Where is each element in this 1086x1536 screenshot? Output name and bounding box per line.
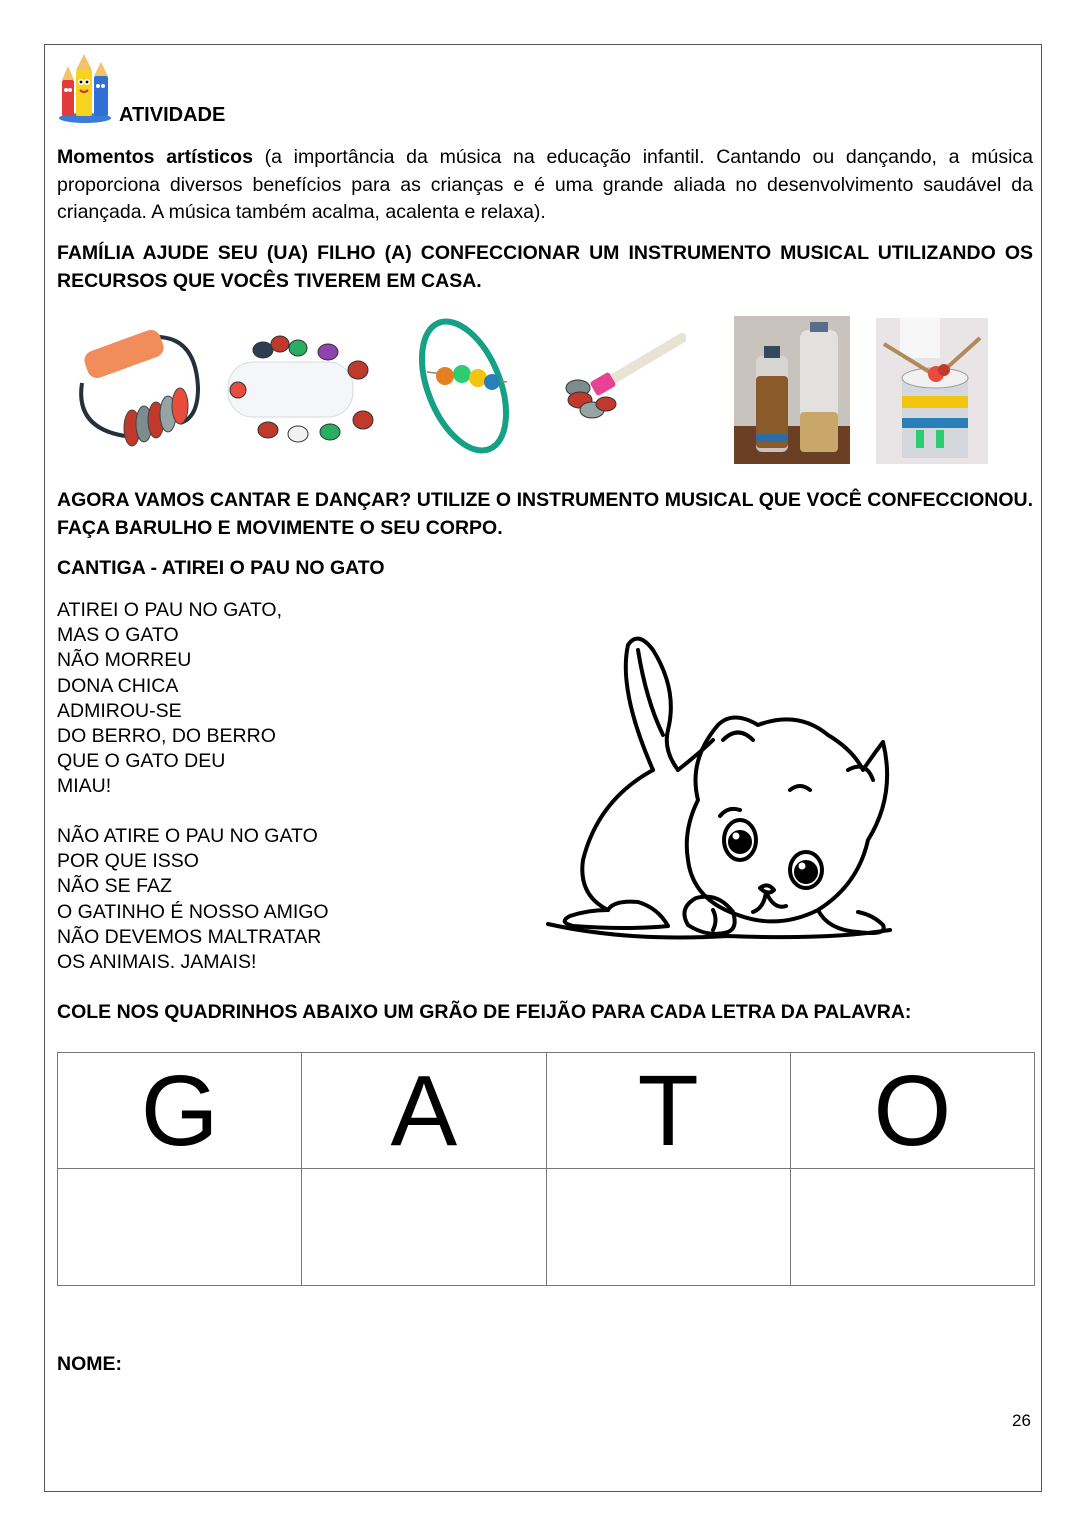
bean-box xyxy=(546,1169,790,1286)
lyric-line: ADMIROU-SE xyxy=(57,699,182,722)
lyric-line: ATIREI O PAU NO GATO, xyxy=(57,599,283,621)
bean-boxes-row xyxy=(58,1169,1035,1286)
letter-cell: A xyxy=(302,1053,546,1169)
lyric-line: NÃO ATIRE O PAU NO GATO xyxy=(57,825,318,847)
page-number: 26 xyxy=(1012,1411,1031,1430)
lyric-line: NÃO SE FAZ xyxy=(57,875,172,898)
lyric-line: QUE O GATO DEU xyxy=(57,750,226,773)
letters-row xyxy=(58,1053,1035,1169)
lyric-line: NÃO MORREU xyxy=(57,649,192,672)
lyric-line: OS ANIMAIS. JAMAIS! xyxy=(57,951,257,974)
lyric-line: MAS O GATO xyxy=(57,624,179,647)
song-verse-1 xyxy=(57,598,282,800)
stick-caps-rattle-photo xyxy=(558,328,686,428)
crayons-logo-icon xyxy=(56,52,114,124)
intro-text: (a importância da música na educação infantil. Cantando ou dançando, a música proporciona diversos benefícios para as crianças e é uma grande aliada no desenvolvimento saudável da criançada. A música também acalma, acalenta e relaxa). xyxy=(57,146,1033,223)
letter-cell: T xyxy=(546,1053,790,1169)
lyric-line: DONA CHICA xyxy=(57,674,179,697)
intro-bold-lead: Momentos artísticos xyxy=(57,146,253,168)
hoop-beads-rattle-photo xyxy=(412,312,516,460)
bottle-shakers-photo xyxy=(734,316,850,464)
letter-cell: O xyxy=(790,1053,1034,1169)
word-letter-grid xyxy=(57,1052,1035,1286)
bottle-caps-rattle-photo xyxy=(218,330,378,452)
letter-cell: G xyxy=(58,1053,302,1169)
bean-box xyxy=(58,1169,302,1286)
intro-paragraph xyxy=(57,144,1033,227)
can-drum-photo xyxy=(876,318,988,464)
song-title: CANTIGA - ATIREI O PAU NO GATO xyxy=(57,557,385,579)
bean-box xyxy=(790,1169,1034,1286)
lyric-line: POR QUE ISSO xyxy=(57,850,199,873)
dance-instruction: AGORA VAMOS CANTAR E DANÇAR? UTILIZE O INSTRUMENTO MUSICAL QUE VOCÊ CONFECCIONOU. FAÇA BARULHO E MOVIMENTE O SEU CORPO. xyxy=(57,489,1033,539)
name-label: NOME: xyxy=(57,1353,122,1375)
family-instruction: FAMÍLIA AJUDE SEU (UA) FILHO (A) CONFECCIONAR UM INSTRUMENTO MUSICAL UTILIZANDO OS RECURSOS QUE VOCÊS TIVEREM EM CASA. xyxy=(57,242,1033,292)
bean-box xyxy=(302,1169,546,1286)
kitten-coloring-illustration xyxy=(528,630,894,945)
lyric-line: MIAU! xyxy=(57,775,112,798)
bottle-cap-shaker-photo xyxy=(70,318,210,463)
bean-instruction: COLE NOS QUADRINHOS ABAIXO UM GRÃO DE FEIJÃO PARA CADA LETRA DA PALAVRA: xyxy=(57,1001,912,1023)
lyric-line: DO BERRO, DO BERRO xyxy=(57,725,276,748)
lyric-line: O GATINHO É NOSSO AMIGO xyxy=(57,900,329,923)
activity-heading: ATIVIDADE xyxy=(119,104,226,126)
song-verse-2 xyxy=(57,824,329,975)
lyric-line: NÃO DEVEMOS MALTRATAR xyxy=(57,925,322,948)
